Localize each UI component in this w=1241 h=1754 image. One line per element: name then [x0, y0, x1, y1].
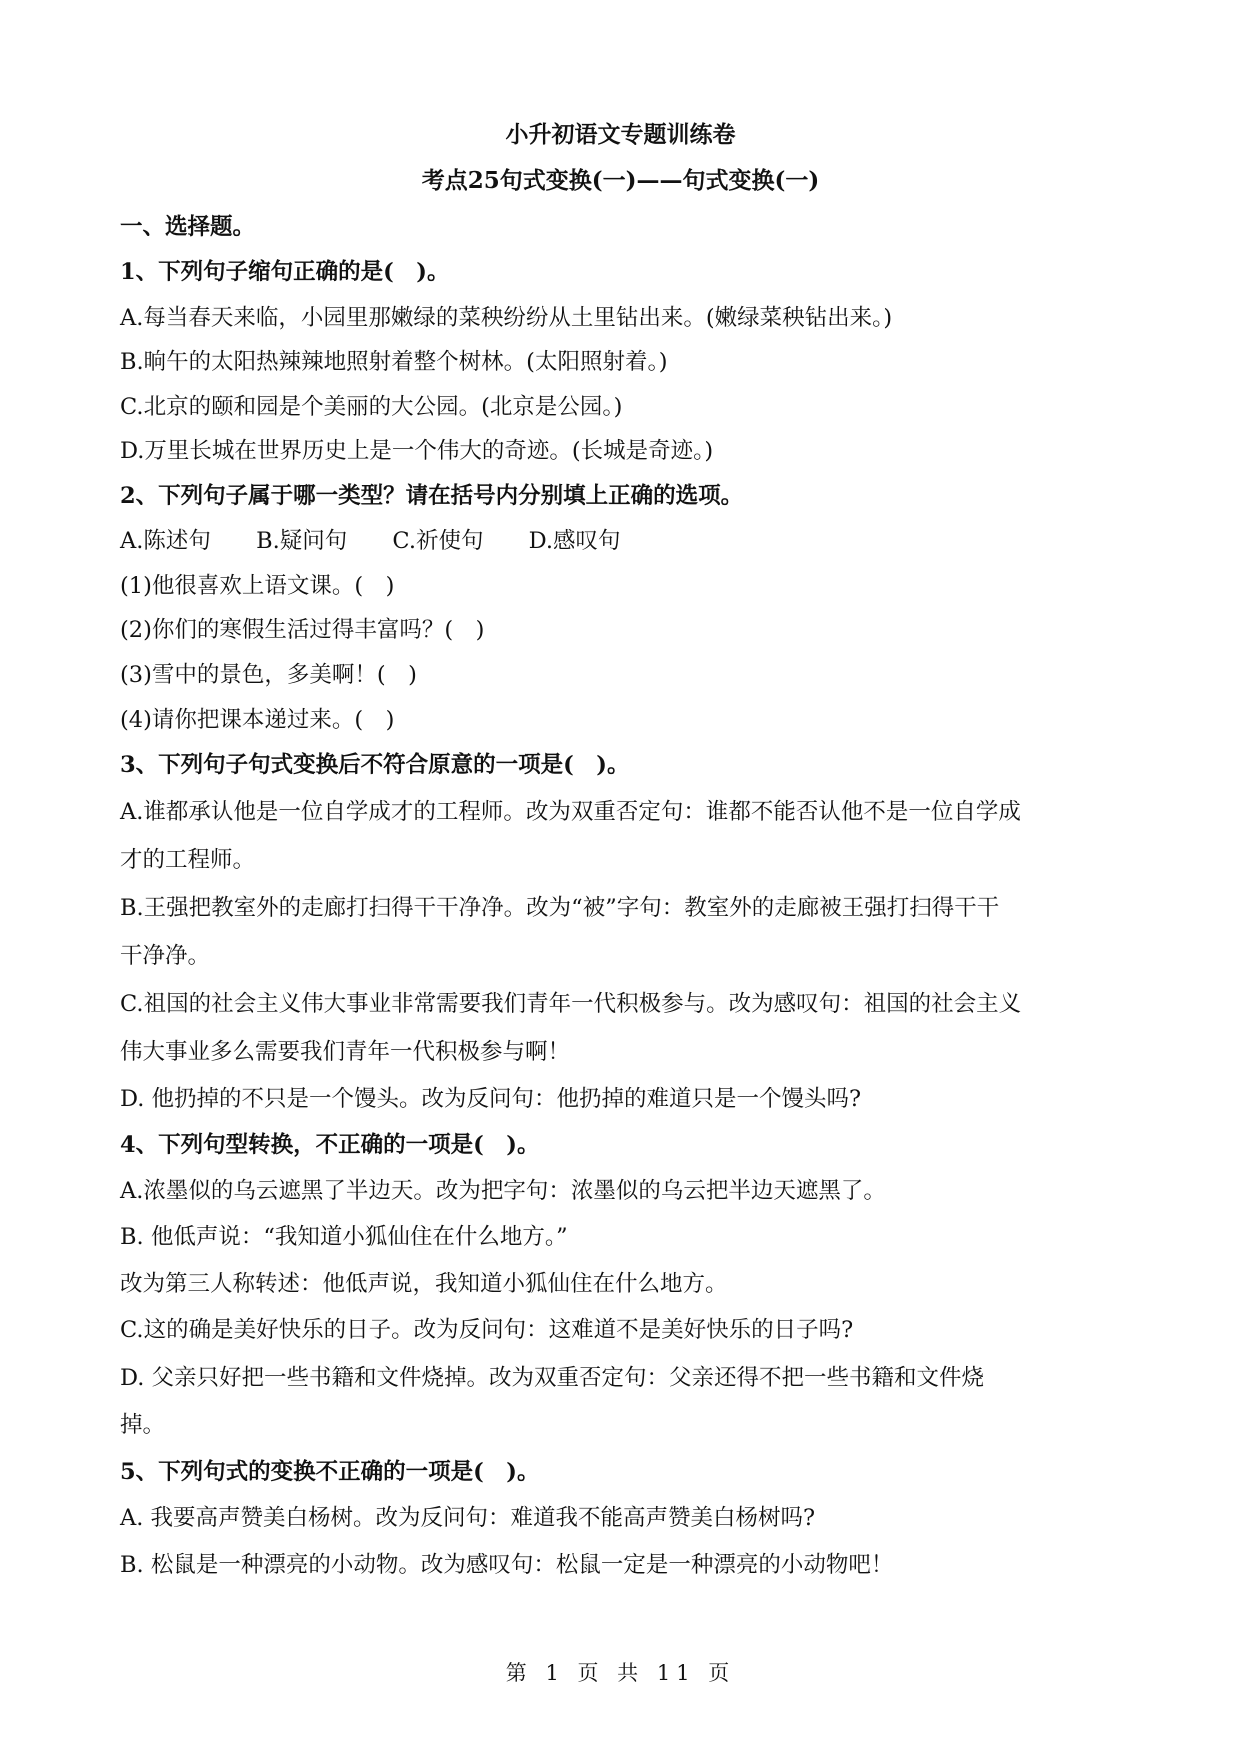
question-3-option-d: D. 他扔掉的不只是一个馒头。改为反问句：他扔掉的难道只是一个馒头吗? [120, 1086, 862, 1112]
question-2-item-2: (2)你们的寒假生活过得丰富吗？( ) [120, 617, 485, 643]
question-4-option-c: C.这的确是美好快乐的日子。改为反问句：这难道不是美好快乐的日子吗? [120, 1317, 854, 1343]
question-3-option-b-line-2: 干净净。 [120, 943, 211, 969]
question-3-option-a-line-1: A.谁都承认他是一位自学成才的工程师。改为双重否定句：谁都不能否认他不是一位自学成 [120, 799, 1021, 825]
document-title: 小升初语文专题训练卷 [505, 121, 736, 148]
question-2-item-1: (1)他很喜欢上语文课。( ) [120, 573, 395, 599]
question-3-option-c-line-1: C.祖国的社会主义伟大事业非常需要我们青年一代积极参与。改为感叹句：祖国的社会主义 [120, 991, 1022, 1017]
question-3-option-b-line-1: B.王强把教室外的走廊打扫得干干净净。改为“被”字句：教室外的走廊被王强打扫得干干 [120, 895, 1000, 921]
question-5-stem: 5、下列句式的变换不正确的一项是( )。 [120, 1459, 540, 1485]
question-4-option-b-line-1: B. 他低声说：“我知道小狐仙住在什么地方。” [120, 1224, 568, 1250]
question-1-option-d: D.万里长城在世界历史上是一个伟大的奇迹。(长城是奇迹。) [120, 438, 714, 464]
question-1-option-a: A.每当春天来临，小园里那嫩绿的菜秧纷纷从土里钻出来。(嫩绿菜秧钻出来。) [120, 305, 893, 331]
question-3-option-a-line-2: 才的工程师。 [120, 847, 256, 873]
type-option-a: A.陈述句 [120, 528, 211, 554]
question-3-option-c-line-2: 伟大事业多么需要我们青年一代积极参与啊！ [120, 1039, 571, 1065]
question-2-item-4: (4)请你把课本递过来。( ) [120, 707, 395, 733]
question-5-option-a: A. 我要高声赞美白杨树。改为反问句：难道我不能高声赞美白杨树吗? [120, 1505, 816, 1531]
type-option-c: C.祈使句 [392, 528, 484, 554]
section-heading: 一、选择题。 [120, 214, 256, 240]
question-2-stem: 2、下列句子属于哪一类型？请在括号内分别填上正确的选项。 [120, 483, 744, 509]
page-number-footer: 第 1 页 共 11 页 [505, 1661, 736, 1685]
question-3-stem: 3、下列句子句式变换后不符合原意的一项是( )。 [120, 752, 630, 778]
question-4-stem: 4、下列句型转换，不正确的一项是( )。 [120, 1132, 540, 1158]
question-1-option-c: C.北京的颐和园是个美丽的大公园。(北京是公园。) [120, 394, 623, 420]
question-4-option-d-line-1: D. 父亲只好把一些书籍和文件烧掉。改为双重否定句：父亲还得不把一些书籍和文件烧 [120, 1365, 985, 1391]
type-option-b: B.疑问句 [256, 528, 348, 554]
question-5-option-b: B. 松鼠是一种漂亮的小动物。改为感叹句：松鼠一定是一种漂亮的小动物吧！ [120, 1552, 894, 1578]
type-option-d: D.感叹句 [528, 528, 621, 554]
question-1-option-b: B.晌午的太阳热辣辣地照射着整个树林。(太阳照射着。) [120, 349, 668, 375]
question-2-item-3: (3)雪中的景色，多美啊！( ) [120, 662, 417, 688]
question-2-type-options [120, 524, 1123, 558]
question-4-option-d-line-2: 掉。 [120, 1412, 166, 1438]
question-1-stem: 1、下列句子缩句正确的是( )。 [120, 259, 450, 285]
document-subtitle: 考点25句式变换(一)——句式变换(一) [421, 167, 820, 194]
question-4-option-a: A.浓墨似的乌云遮黑了半边天。改为把字句：浓墨似的乌云把半边天遮黑了。 [120, 1178, 886, 1204]
question-4-option-b-line-2: 改为第三人称转述：他低声说，我知道小狐仙住在什么地方。 [120, 1271, 728, 1297]
